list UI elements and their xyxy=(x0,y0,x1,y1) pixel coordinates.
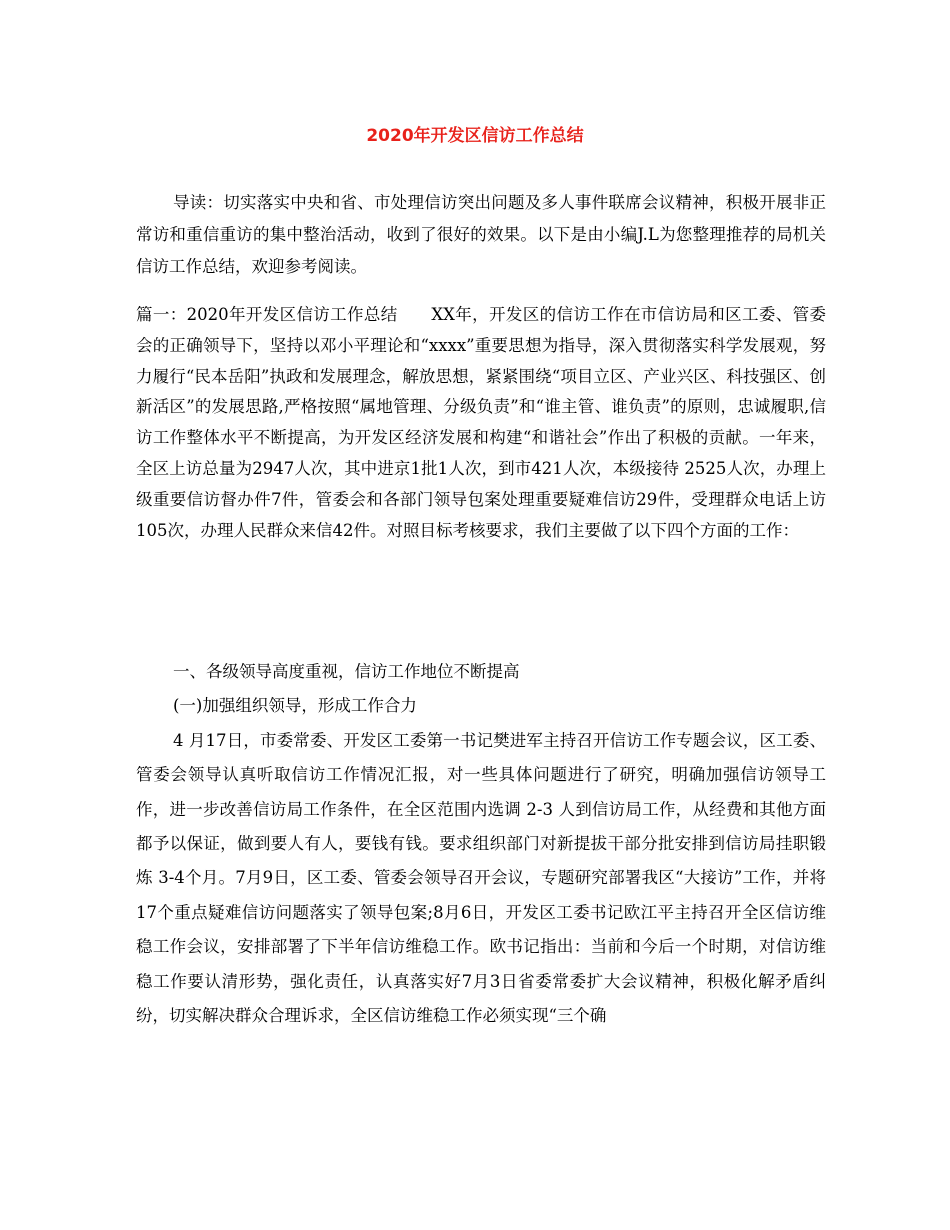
intro-paragraph: 导读：切实落实中央和省、市处理信访突出问题及多人事件联席会议精神，积极开展非正常访和重信重访的集中整治活动，收到了很好的效果。以下是由小编J.L为您整理推荐的局机关信访工作总结，欢迎参考阅读。 xyxy=(136,193,826,276)
section-heading: 一、各级领导高度重视，信访工作地位不断提高 xyxy=(173,662,520,681)
section-one xyxy=(136,655,826,1033)
subsection-heading: (一)加强组织领导，形成工作合力 xyxy=(173,696,417,716)
part1-paragraph: 篇一：2020年开发区信访工作总结 XX年，开发区的信访工作在市信访局和区工委、管委会的正确领导下，坚持以邓小平理论和“xxxx”重要思想为指导，深入贯彻落实科学发展观，努力履行“民本岳阳”执政和发展理念，解放思想，紧紧围绕“项目立区、产业兴区、科技强区、创新活区”的发展思路,严格按照“属地管理、分级负责”和“谁主管、谁负责”的原则，忠诚履职,信访工作整体水平不断提高，为开发区经济发展和构建“和谐社会”作出了积极的贡献。一年来，全区上访总量为2947人次，其中进京1批1人次，到市421人次，本级接待 2525人次，办理上级重要信访督办件7件，管委会和各部门领导包案处理重要疑难信访29件，受理群众电话上访105次，办理人民群众来信42件。对照目标考核要求，我们主要做了以下四个方面的工作： xyxy=(136,305,826,540)
document-title: 2020年开发区信访工作总结 xyxy=(366,126,584,146)
intro-section xyxy=(136,187,826,283)
body-paragraph: 4 月17日，市委常委、开发区工委第一书记樊进军主持召开信访工作专题会议，区工委、管委会领导认真听取信访工作情况汇报，对一些具体问题进行了研究，明确加强信访领导工作，进一步改善信访局工作条件，在全区范围内选调 2-3 人到信访局工作，从经费和其他方面都予以保证，做到要人有人，要钱有钱。要求组织部门对新提拔干部分批安排到信访局挂职锻炼 3-4个月。7月9日，区工委、管委会领导召开会议，专题研究部署我区“大接访”工作，并将17个重点疑难信访问题落实了领导包案;8月6日，开发区工委书记欧江平主持召开全区信访维稳工作会议，安排部署了下半年信访维稳工作。欧书记指出：当前和今后一个时期，对信访维稳工作要认清形势，强化责任，认真落实好7月3日省委常委扩大会议精神，积极化解矛盾纠纷，切实解决群众合理诉求，全区信访维稳工作必须实现“三个确 xyxy=(136,730,826,1026)
part1-section xyxy=(136,300,826,546)
